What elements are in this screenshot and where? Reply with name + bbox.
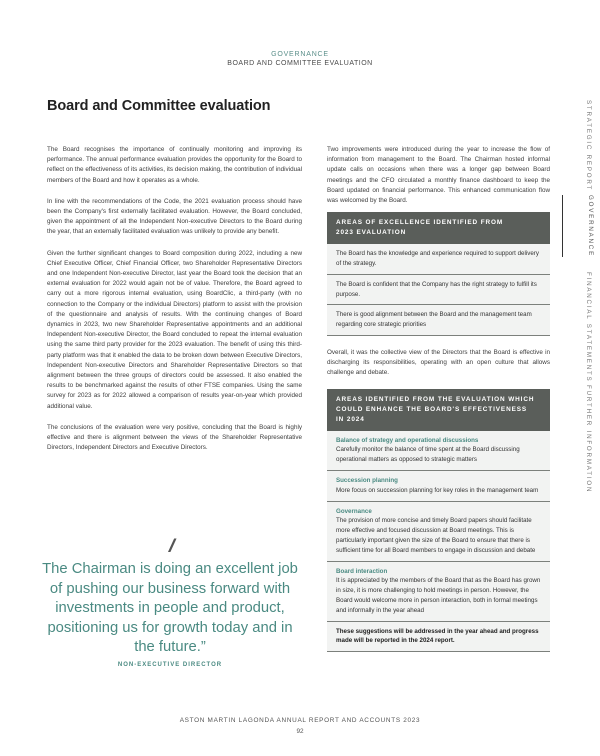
quote-text: The Chairman is doing an excellent job of pushing our business forward with investments in people and product, positioning us for growth today and in the future.” — [42, 561, 298, 655]
enhance-box-closing: These suggestions will be addressed in the year ahead and progress made will be reported in the 2024 report. — [327, 622, 550, 653]
side-nav-governance[interactable]: GOVERNANCE — [562, 195, 594, 257]
enhance-item-text: Carefully monitor the balance of time spent at the Board discussing operational matters as opposed to strategic matters — [336, 446, 520, 464]
heading-line: AREAS OF EXCELLENCE IDENTIFIED FROM — [336, 219, 504, 227]
enhance-item-text: More focus on succession planning for key roles in the management team — [336, 486, 539, 494]
paragraph: Overall, it was the collective view of the Directors that the Board is effective in discharging its responsibilities, operating with an open culture that allows challenge and debate. — [327, 349, 550, 377]
enhance-box — [327, 389, 550, 653]
heading-line: IN 2024 — [336, 415, 365, 423]
page-number: 92 — [296, 728, 304, 735]
quote-mark-icon: // — [168, 536, 171, 556]
pull-quote — [40, 536, 300, 668]
side-navigation — [562, 100, 592, 520]
quote-attribution: NON-EXECUTIVE DIRECTOR — [117, 661, 223, 668]
side-nav-strategic-report[interactable]: STRATEGIC REPORT — [585, 100, 592, 192]
heading-line: COULD ENHANCE THE BOARD'S EFFECTIVENESS — [336, 405, 528, 413]
enhance-item-title: Succession planning — [336, 477, 398, 484]
paragraph: In line with the recommendations of the Code, the 2021 evaluation process should have been the Company's first externally facilitated evaluation. However, the Board concluded, given the appointment of all the Independent Non-executive Directors to the Board during the year, that an externally facilitated evaluation was unlikely to provide any benefit. — [47, 197, 302, 236]
enhance-item-text: It is appreciated by the members of the Board that as the Board has grown in size, it is more challenging to hold meetings in person. However, the Board would welcome more in person interaction, both in formal meetings and informally in the year ahead — [336, 577, 541, 614]
enhance-item — [327, 502, 550, 562]
enhance-item — [327, 562, 550, 622]
heading-line: AREAS IDENTIFIED FROM THE EVALUATION WHICH — [336, 395, 535, 403]
heading-line: 2023 EVALUATION — [336, 229, 407, 237]
enhance-box-heading — [327, 389, 550, 431]
excellence-box-heading — [327, 212, 550, 244]
side-nav-further-information[interactable]: FURTHER INFORMATION — [585, 385, 592, 494]
excellence-box — [327, 212, 550, 336]
subsection-label: BOARD AND COMMITTEE EVALUATION — [227, 60, 373, 67]
enhance-item-title: Balance of strategy and operational discussions — [336, 436, 479, 444]
enhance-item — [327, 431, 550, 471]
enhance-item-title: Governance — [336, 507, 372, 515]
section-label: GOVERNANCE — [271, 51, 329, 58]
enhance-item-text: The provision of more concise and timely Board papers should facilitate more effective and focused discussion at Board meetings. This is particularly important given the size of the Board to ensure that there is sufficient time for all Board members to engage in discussion and debate — [336, 517, 536, 554]
enhance-item — [327, 471, 550, 502]
right-column — [327, 145, 550, 652]
page-footer — [0, 717, 600, 735]
left-column — [47, 145, 302, 464]
side-nav-financial-statements[interactable]: FINANCIAL STATEMENTS — [585, 272, 592, 383]
publication-title: ASTON MARTIN LAGONDA ANNUAL REPORT AND ACCOUNTS 2023 — [179, 717, 421, 724]
paragraph: Given the further significant changes to Board composition during 2022, including a new Chief Executive Officer, Chief Financial Officer, two Shareholder Representative Directors and one Independent Non-executive Director, last year the Board took the decision that an external evaluation for 2022 would again not be of value. Therefore, the Board agreed to carry out a more rigorous internal evaluation, using BoardClic, a third-party (with no connection to the Company or the individual Directors) platform to assist with the provision of the questionnaire and analysis of results. With the continuing changes of Board dynamics in 2023, two new Shareholder Representative appointments and an additional Independent Non-executive Director, the Board concluded to repeat the internal evaluation using the same third party provider for the 2023 evaluation. The benefit of using this third-party platform was that it enabled the data to be broken down between Executive Directors, Independent Non-executive Directors and Shareholder Representative Directors so that alignment between the three groups of directors could be assessed. It also enabled the results to be benchmarked against the results of other FTSE companies. Using the same survey for 2023 as for 2022 allowed a comparison of results year-on-year which provided additional value. — [47, 249, 302, 410]
excellence-item: The Board is confident that the Company has the right strategy to fulfill its purpose. — [327, 275, 550, 306]
page-title: Board and Committee evaluation — [47, 98, 271, 114]
page-header — [0, 50, 600, 69]
enhance-item-title: Board interaction — [336, 567, 388, 575]
paragraph: The Board recognises the importance of continually monitoring and improving its performance. The annual performance evaluation provides the opportunity for the Board to reflect on the effectiveness of its activities, its decision making, the contribution of individual members of the Board and how it operates as a whole. — [47, 146, 302, 184]
paragraph: The conclusions of the evaluation were very positive, concluding that the Board is highly effective and there is alignment between the views of the Shareholder Representative Directors, Independent Directors and Executive Directors. — [47, 423, 302, 452]
paragraph: Two improvements were introduced during the year to increase the flow of information from management to the Board. The Chairman hosted informal update calls on occasions when there was a longer gap between Board meetings and the CFO circulated a monthly finance dashboard to keep the Board updated on financial performance. This enhanced communication flow was welcomed by the Board. — [327, 146, 550, 205]
excellence-item: The Board has the knowledge and experience required to support delivery of the strategy. — [327, 244, 550, 275]
excellence-item: There is good alignment between the Board and the management team regarding core strategic priorities — [327, 305, 550, 336]
